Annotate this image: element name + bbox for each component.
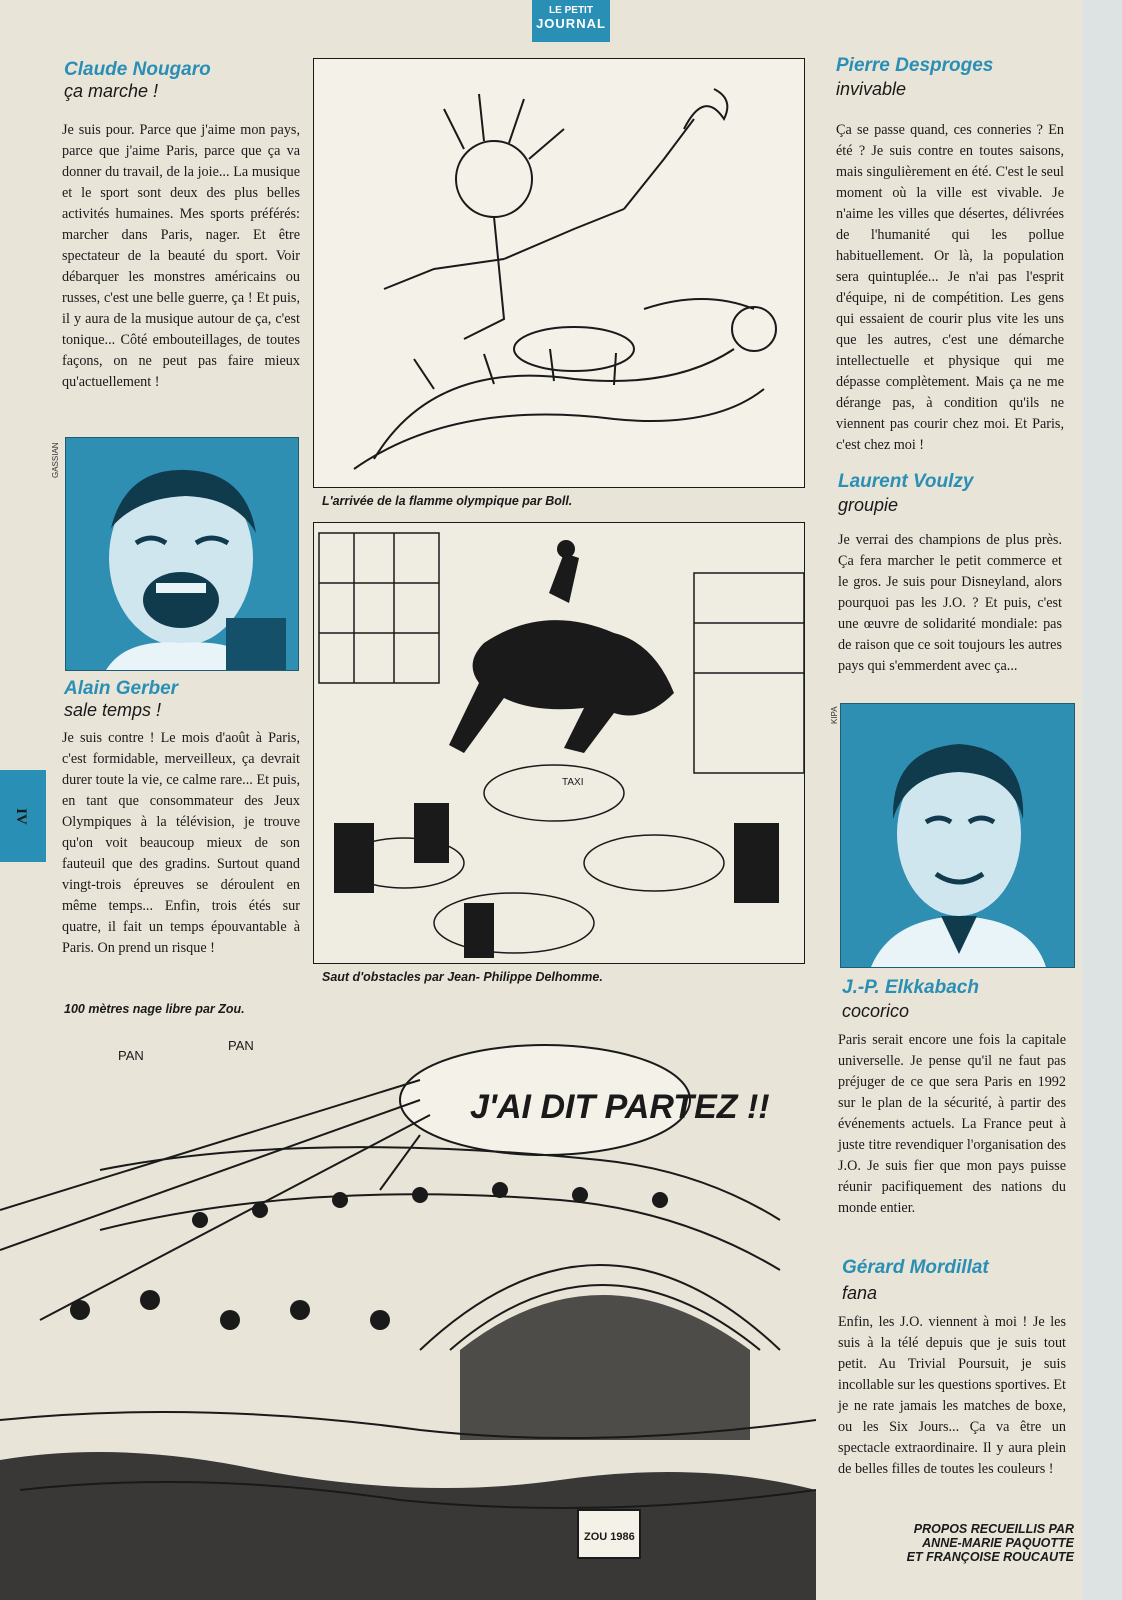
article-tag-mordillat: fana <box>842 1283 878 1303</box>
speech-bubble-text: J'AI DIT PARTEZ !! <box>470 1088 770 1126</box>
cartoon-horse <box>313 522 805 964</box>
cartoon-flame <box>313 58 805 488</box>
byline <box>907 1522 1074 1564</box>
flame-drawing <box>314 59 804 487</box>
photo-credit-kipa: KIPA <box>830 706 839 724</box>
article-text-elkkabach: Paris serait encore une fois la capitale universelle. Je pense qu'il ne faut pas préjuger de ce que sera Paris en 1992 sur le plan de la sécurité, à partir des événements actuels. La France peut à juste titre revendiquer l'organisation des J.O. Je suis fier que mon pays puisse réunir pacifiquement des nations du monde entier. <box>838 1032 1066 1216</box>
portrait-voulzy-illustration <box>841 704 1074 967</box>
masthead-line2: JOURNAL <box>536 16 606 31</box>
byline-line3: ET FRANÇOISE ROUCAUTE <box>906 1550 1074 1564</box>
byline-line1: PROPOS RECUEILLIS PAR <box>913 1522 1074 1536</box>
article-text-nougaro: Je suis pour. Parce que j'aime mon pays, parce que j'aime Paris, parce que ça va donner du travail, de la joie... La musique et le sport sont deux des plus belles activités humaines. Mes sports préférés: marcher dans Paris, nager. Et être spectateur de la beauté du sport. Voir débarquer les monstres américains ou russes, c'est une belle guerre, ça ! Et puis, il y aura de la musique autour de ça, c'est tonique... Côté embouteillages, de toutes façons, on ne peut pas faire mieux qu'actuellement ! <box>62 122 300 390</box>
photo-credit-gassian: GASSIAN <box>51 442 60 478</box>
article-name-desproges: Pierre Desproges <box>836 55 994 76</box>
article-name-voulzy: Laurent Voulzy <box>838 471 974 492</box>
byline-line2: ANNE-MARIE PAQUOTTE <box>922 1536 1074 1550</box>
horse-drawing <box>314 523 804 963</box>
article-tag-voulzy: groupie <box>838 495 899 515</box>
masthead-logo <box>532 0 610 42</box>
article-name-mordillat: Gérard Mordillat <box>842 1257 989 1278</box>
article-tag-nougaro: ça marche ! <box>64 81 159 101</box>
article-tag-desproges: invivable <box>836 79 907 99</box>
cartoon-swim <box>0 1020 816 1600</box>
article-text-desproges: Ça se passe quand, ces conneries ? En été ? Je suis contre en toutes saisons, mais singulièrement en été. C'est le seul moment où la ville est vivable. Je n'aime les villes que désertes, délivrées de l'humanité qui les pollue habituellement. Or là, la population sera quintuplée... Je n'ai pas l'esprit d'équipe, ni de compétition. Les gens qui essaient de courir plus vite les uns que les autres, c'est une démarche intellectuelle et physique qui me dépasse complètement. Mais ça ne me dérange pas, à condition qu'ils ne viennent pas courir chez moi. Et Paris, c'est chez moi ! <box>836 122 1064 453</box>
caption-swim: 100 mètres nage libre par Zou. <box>64 1002 245 1016</box>
article-text-mordillat: Enfin, les J.O. viennent à moi ! Je les suis à la télé depuis que je suis tout petit. Au Trivial Poursuit, je suis incollable sur les questions sportives. Et je ne rate jamais les matches de boxe, ou les Six Jours... Ça va être un spectacle extraordinaire. Il y aura plein de belles filles de toutes les couleurs ! <box>838 1314 1066 1477</box>
swim-drawing <box>0 1020 816 1600</box>
page-edge <box>1082 0 1122 1600</box>
article-tag-gerber: sale temps ! <box>64 700 162 720</box>
photo-nougaro <box>65 437 299 671</box>
sound-effect-1: PAN <box>118 1048 144 1063</box>
article-name-gerber: Alain Gerber <box>64 678 179 699</box>
portrait-nougaro-illustration <box>66 438 298 670</box>
caption-horse: Saut d'obstacles par Jean- Philippe Delhomme. <box>322 970 603 984</box>
caption-flame: L'arrivée de la flamme olympique par Boll. <box>322 494 573 508</box>
page-number: IV <box>12 808 29 825</box>
sound-effect-2: PAN <box>228 1038 254 1053</box>
article-tag-elkkabach: cocorico <box>842 1001 910 1021</box>
photo-voulzy <box>840 703 1075 968</box>
taxi-sign: TAXI <box>562 777 584 788</box>
page-number-tab <box>0 770 46 862</box>
article-name-elkkabach: J.-P. Elkkabach <box>842 977 979 998</box>
article-name-nougaro: Claude Nougaro <box>64 59 211 80</box>
artist-signature: ZOU 1986 <box>584 1531 635 1543</box>
article-text-gerber: Je suis contre ! Le mois d'août à Paris, c'est formidable, merveilleux, ça devrait durer toute la vie, ce calme rare... Et puis, en tant que consommateur des Jeux Olympiques à la télévision, je trouve qu'on voit beaucoup mieux de son fauteuil que des gradins. Surtout quand vingt-trois épreuves se déroulent en même temps... Enfin, trois étés sur quatre, il fait un temps épouvantable à Paris. On prend un risque ! <box>62 730 300 956</box>
article-text-voulzy: Je verrai des champions de plus près. Ça fera marcher le petit commerce et le gros. Je suis pour Disneyland, alors pourquoi pas les J.O. ? Et puis, c'est une œuvre de solidarité mondiale: pas de raison que ce soit toujours les autres pays qui s'emmerdent avec ça... <box>838 532 1062 674</box>
masthead-line1: LE PETIT <box>549 5 593 16</box>
